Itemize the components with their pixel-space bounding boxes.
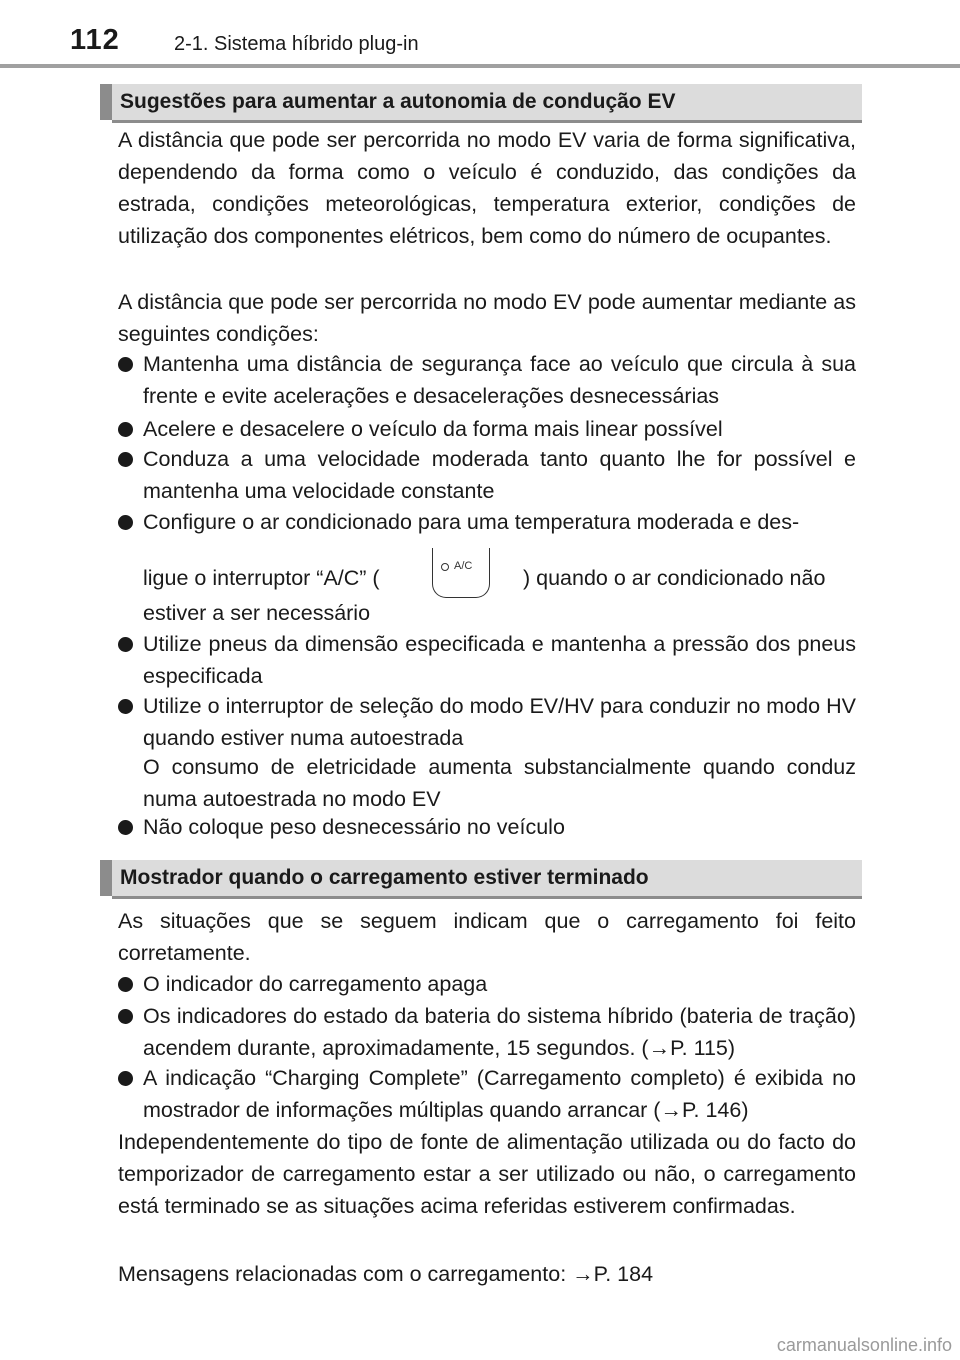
list-item bbox=[118, 348, 856, 412]
paragraph-related-messages: Mensagens relacionadas com o carregamento: →P. 184 bbox=[118, 1262, 654, 1286]
watermark: carmanualsonline.info bbox=[776, 1335, 952, 1355]
bullet-icon bbox=[118, 422, 133, 437]
bullet-icon bbox=[118, 699, 133, 714]
list-item-text: estiver a ser necessário bbox=[143, 601, 371, 625]
section-title-underline bbox=[112, 896, 862, 899]
list-item-continuation bbox=[118, 597, 856, 629]
list-item bbox=[118, 1000, 856, 1064]
list-item-text: Não coloque peso desnecessário no veículo bbox=[143, 815, 565, 839]
bullet-icon bbox=[118, 977, 133, 992]
bullet-icon bbox=[118, 637, 133, 652]
list-item-text: Configure o ar condicionado para uma temperatura moderada e des- bbox=[143, 510, 800, 534]
ac-indicator-lamp-icon bbox=[441, 563, 449, 571]
list-item-text: Utilize pneus da dimensão especificada e mantenha a pressão dos pneus especificada bbox=[143, 632, 856, 688]
ac-switch-icon bbox=[432, 548, 490, 598]
paragraph-ev-range-conditions: A distância que pode ser percorrida no modo EV pode aumentar mediante as seguintes condições: bbox=[118, 290, 856, 346]
list-item bbox=[118, 690, 856, 754]
paragraph-charging-confirmed: Independentemente do tipo de fonte de alimentação utilizada ou do facto do temporizador de carregamento estar a ser utilizado ou não, o carregamento está terminado se as situações acima referidas estiverem confirmadas. bbox=[118, 1130, 856, 1218]
bullet-icon bbox=[118, 515, 133, 530]
list-item-text: Acelere e desacelere o veículo da forma mais linear possível bbox=[143, 417, 723, 441]
list-item-text: Utilize o interruptor de seleção do modo EV/HV para conduzir no modo HV quando estiver numa autoestrada bbox=[143, 694, 856, 750]
list-item-text: Os indicadores do estado da bateria do sistema híbrido (bateria de tração) acendem durante, aproximadamente, 15 segundos. (→P. 115) bbox=[143, 1004, 856, 1060]
section-title-text: Mostrador quando o carregamento estiver terminado bbox=[120, 866, 649, 889]
paragraph-ev-range-intro: A distância que pode ser percorrida no modo EV varia de forma significativa, dependendo da forma como o veículo é conduzido, das condições da estrada, condições meteorológicas, temperatura exterior, condições de utilização dos componentes elétricos, bem como do número de ocupantes. bbox=[118, 128, 856, 248]
list-item bbox=[118, 1062, 856, 1126]
page-number: 112 bbox=[70, 24, 120, 56]
section-title-text: Sugestões para aumentar a autonomia de condução EV bbox=[120, 90, 676, 113]
list-item-text: A indicação “Charging Complete” (Carregamento completo) é exibida no mostrador de informações múltiplas quando arrancar (→P. 146) bbox=[143, 1066, 856, 1122]
list-item-text: O indicador do carregamento apaga bbox=[143, 972, 488, 996]
list-item-text: Conduza a uma velocidade moderada tanto quanto lhe for possível e mantenha uma velocidade constante bbox=[143, 447, 856, 503]
bullet-icon bbox=[118, 1071, 133, 1086]
bullet-icon bbox=[118, 357, 133, 372]
list-item bbox=[118, 968, 856, 1000]
list-item bbox=[118, 628, 856, 692]
section-title-ev-range bbox=[100, 84, 862, 120]
breadcrumb: 2-1. Sistema híbrido plug-in bbox=[174, 33, 419, 55]
section-title-underline bbox=[112, 120, 862, 123]
list-item-note bbox=[118, 751, 856, 815]
list-item bbox=[118, 811, 856, 843]
list-item-text: Mantenha uma distância de segurança face ao veículo que circula à sua frente e evite acelerações e desacelerações desnecessárias bbox=[143, 352, 856, 408]
bullet-icon bbox=[118, 1009, 133, 1024]
ac-line-text-after: ) quando o ar condicionado não bbox=[523, 566, 826, 590]
list-item bbox=[118, 413, 856, 445]
paragraph-charging-situations: As situações que se seguem indicam que o carregamento foi feito corretamente. bbox=[118, 909, 856, 965]
list-item bbox=[118, 506, 856, 538]
header-divider bbox=[0, 64, 960, 68]
list-item bbox=[118, 443, 856, 507]
list-item-note-text: O consumo de eletricidade aumenta substancialmente quando conduz numa autoestrada no modo EV bbox=[143, 755, 856, 811]
ac-icon-label: A/C bbox=[454, 560, 473, 572]
section-title-charging-complete bbox=[100, 860, 862, 896]
bullet-icon bbox=[118, 452, 133, 467]
bullet-icon bbox=[118, 820, 133, 835]
ac-line-text-before: ligue o interruptor “A/C” ( bbox=[143, 566, 380, 590]
